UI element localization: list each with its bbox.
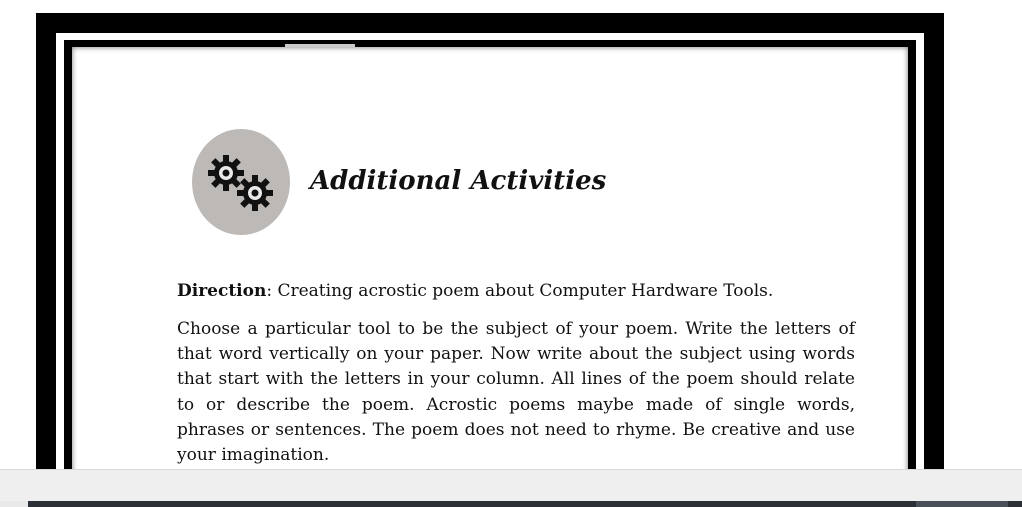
gears-icon: [192, 129, 290, 235]
page-top-artifact: [285, 44, 355, 47]
direction-label: Direction: [177, 281, 267, 301]
direction-line: [177, 281, 857, 301]
bottom-strip-left: [0, 501, 28, 507]
bottom-strip: [0, 501, 1022, 507]
gear-small-icon: [237, 175, 273, 211]
direction-text: : Creating acrostic poem about Computer Hardware Tools.: [266, 281, 774, 301]
bottom-toolbar: [0, 469, 1022, 502]
gears-svg: [192, 129, 290, 235]
gear-large-icon: [208, 155, 244, 191]
instructions-paragraph: Choose a particular tool to be the subject of your poem. Write the letters of that word vertically on your paper. Now write about the subject using words that start with the letters in your column. All lines of the poem should relate to or describe the poem. Acrostic poems maybe made of single words, phrases or sentences. The poem does not need to rhyme. Be creative and use your imagination.: [177, 319, 855, 466]
section-heading: Additional Activities: [310, 166, 607, 196]
bottom-strip-right: [916, 501, 1008, 507]
